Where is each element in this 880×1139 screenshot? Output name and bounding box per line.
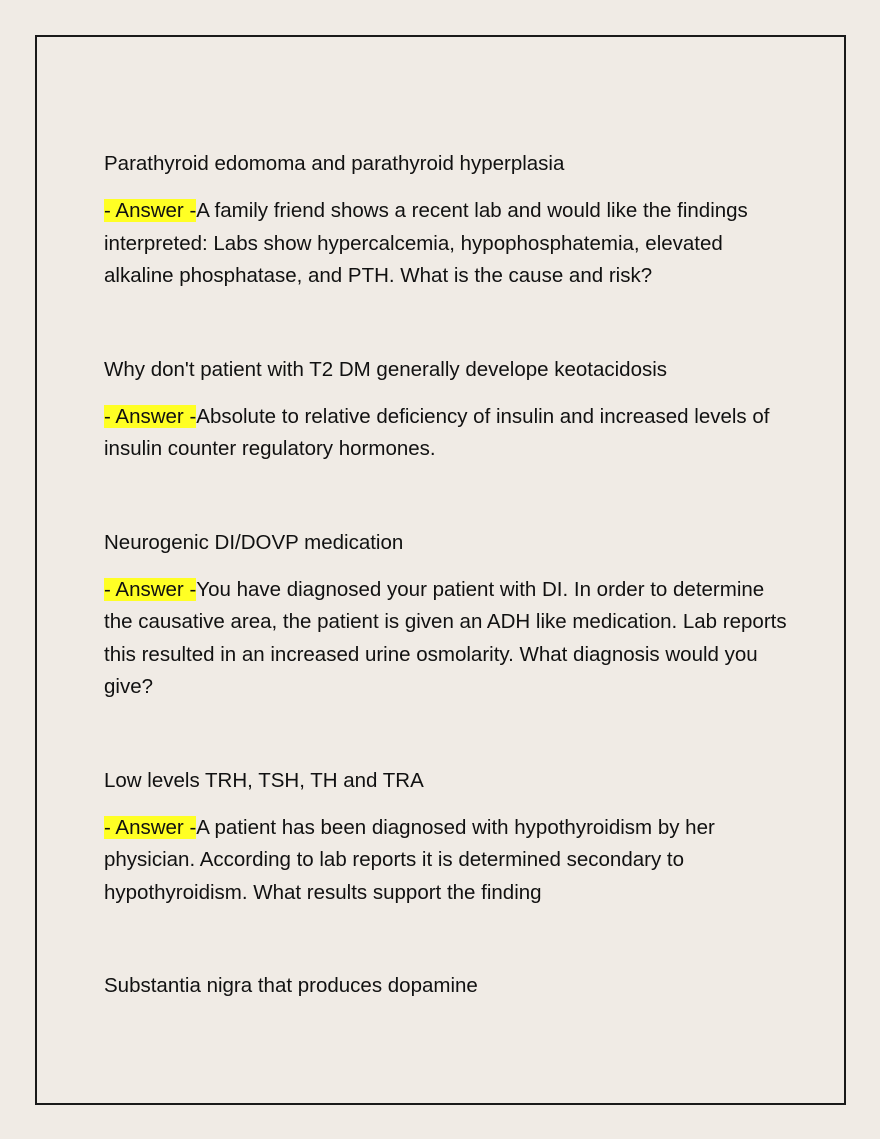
question-text: Low levels TRH, TSH, TH and TRA — [104, 768, 424, 792]
answer-highlight-tag: - Answer - — [104, 199, 197, 222]
answer-body: A family friend shows a recent lab and would like the findings interpreted: Labs show hypercalcemia, hypophosphatemia, elevated alkaline phosphatase, and PTH. What is the cause and risk? — [104, 199, 748, 287]
answer-text — [104, 401, 794, 466]
qa-item — [104, 970, 794, 1002]
question-text: Why don't patient with T2 DM generally develope keotacidosis — [104, 357, 668, 381]
qa-item — [104, 354, 794, 466]
qa-item — [104, 148, 794, 293]
flashcard-content — [104, 148, 794, 1017]
answer-highlight-tag: - Answer - — [104, 577, 197, 601]
answer-text — [104, 195, 794, 293]
question-text: Substantia nigra that produces dopamine — [104, 974, 478, 997]
question-text: Neurogenic DI/DOVP medication — [104, 530, 404, 554]
answer-body: A patient has been diagnosed with hypothyroidism by her physician. According to lab reports it is determined secondary to hypothyroidism. What results support the finding — [104, 815, 715, 904]
answer-text — [104, 812, 794, 910]
question-text: Parathyroid edomoma and parathyroid hyperplasia — [104, 152, 565, 175]
answer-text — [104, 574, 794, 704]
answer-body: Absolute to relative deficiency of insulin and increased levels of insulin counter regulatory hormones. — [104, 404, 770, 460]
answer-body: You have diagnosed your patient with DI. In order to determine the causative area, the patient is given an ADH like medication. Lab reports this resulted in an increased urine osmolarity. What diagnosis would you give? — [104, 577, 787, 698]
answer-highlight-tag: - Answer - — [104, 404, 197, 428]
answer-highlight-tag: - Answer - — [104, 815, 197, 839]
qa-item — [104, 765, 794, 910]
qa-item — [104, 527, 794, 704]
